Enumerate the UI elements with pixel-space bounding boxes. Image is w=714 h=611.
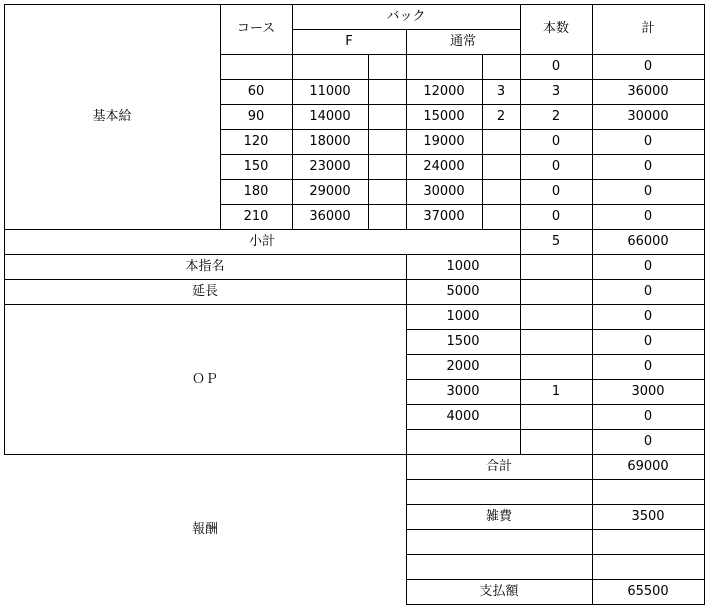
op-price-cell: 4000 [446, 409, 480, 424]
course-cell: 90 [247, 109, 265, 124]
count-header: 本数 [542, 21, 569, 36]
nomination-price: 1000 [446, 259, 480, 274]
back-f-count-cell [368, 154, 406, 179]
back-f-count-cell [368, 79, 406, 104]
reward-row-value: 3500 [631, 509, 665, 524]
gridline [406, 604, 705, 605]
back-f-count-cell [368, 179, 406, 204]
back-normal-count-cell [482, 154, 520, 179]
back-normal-header: 通常 [449, 34, 476, 49]
total-header: 計 [641, 21, 655, 36]
course-cell: 120 [243, 134, 269, 149]
back-normal-cell: 15000 [423, 109, 465, 124]
back-header: バック [386, 9, 426, 24]
reward-row-value [592, 479, 704, 504]
back-normal-count-cell [482, 179, 520, 204]
op-count-cell [520, 329, 592, 354]
op-total-cell: 0 [643, 359, 653, 374]
count-cell: 0 [551, 134, 561, 149]
op-price-cell: 3000 [446, 384, 480, 399]
op-total-cell: 0 [643, 334, 653, 349]
total-cell: 30000 [627, 109, 669, 124]
back-normal-cell: 12000 [423, 84, 465, 99]
total-cell: 36000 [627, 84, 669, 99]
op-price-cell [406, 429, 520, 454]
op-total-cell: 0 [643, 434, 653, 449]
count-cell: 3 [551, 84, 561, 99]
course-header: コース [236, 21, 276, 36]
total-cell: 0 [643, 184, 653, 199]
back-f-cell: 18000 [309, 134, 351, 149]
back-normal-cell: 30000 [423, 184, 465, 199]
op-count-cell: 1 [551, 384, 561, 399]
total-cell: 0 [643, 59, 653, 74]
count-cell: 0 [551, 159, 561, 174]
back-f-cell: 36000 [309, 209, 351, 224]
course-cell: 180 [243, 184, 269, 199]
back-normal-count-cell [482, 204, 520, 229]
op-count-cell [520, 354, 592, 379]
reward-row-label: 雑費 [485, 509, 512, 524]
extension-total: 0 [643, 284, 653, 299]
back-f-cell: 29000 [309, 184, 351, 199]
reward-row-value: 65500 [627, 584, 669, 599]
back-normal-cell: 24000 [423, 159, 465, 174]
reward-row-value: 69000 [627, 459, 669, 474]
back-normal-count-cell [482, 129, 520, 154]
op-count-cell [520, 404, 592, 429]
extension-count [520, 279, 592, 304]
reward-row-label [406, 554, 592, 579]
back-f-cell: 11000 [309, 84, 351, 99]
count-cell: 2 [551, 109, 561, 124]
op-price-cell: 1000 [446, 309, 480, 324]
reward-label: 報酬 [191, 522, 218, 537]
course-cell: 210 [243, 209, 269, 224]
op-total-cell: 3000 [631, 384, 665, 399]
nomination-label: 本指名 [185, 259, 225, 274]
reward-row-value [592, 554, 704, 579]
nomination-total: 0 [643, 259, 653, 274]
base-pay-label: 基本給 [92, 109, 132, 124]
back-f-header: F [345, 34, 353, 49]
back-normal-count-cell: 3 [496, 84, 506, 99]
reward-row-value [592, 529, 704, 554]
back-f-cell: 23000 [309, 159, 351, 174]
op-count-cell [520, 304, 592, 329]
course-cell: 150 [243, 159, 269, 174]
subtotal-label: 小計 [248, 234, 275, 249]
nomination-count [520, 254, 592, 279]
op-price-cell: 2000 [446, 359, 480, 374]
reward-row-label: 合計 [485, 459, 512, 474]
reward-row-label [406, 529, 592, 554]
count-cell: 0 [551, 184, 561, 199]
count-cell: 0 [551, 209, 561, 224]
subtotal-count: 5 [551, 234, 561, 249]
total-cell: 0 [643, 134, 653, 149]
op-total-cell: 0 [643, 309, 653, 324]
back-normal-cell: 37000 [423, 209, 465, 224]
extension-price: 5000 [446, 284, 480, 299]
extension-label: 延長 [191, 284, 218, 299]
back-f-count-cell [368, 104, 406, 129]
op-count-cell [520, 429, 592, 454]
op-label: ＯＰ [191, 372, 218, 387]
count-cell: 0 [551, 59, 561, 74]
total-cell: 0 [643, 209, 653, 224]
back-f-count-cell [368, 129, 406, 154]
reward-row-label [406, 479, 592, 504]
gridline [704, 4, 705, 605]
back-f-cell: 14000 [309, 109, 351, 124]
back-normal-cell: 19000 [423, 134, 465, 149]
back-f-count-cell [368, 204, 406, 229]
op-total-cell: 0 [643, 409, 653, 424]
course-cell: 60 [247, 84, 265, 99]
subtotal-total: 66000 [627, 234, 669, 249]
op-price-cell: 1500 [446, 334, 480, 349]
total-cell: 0 [643, 159, 653, 174]
reward-row-label: 支払額 [479, 584, 519, 599]
back-normal-count-cell: 2 [496, 109, 506, 124]
